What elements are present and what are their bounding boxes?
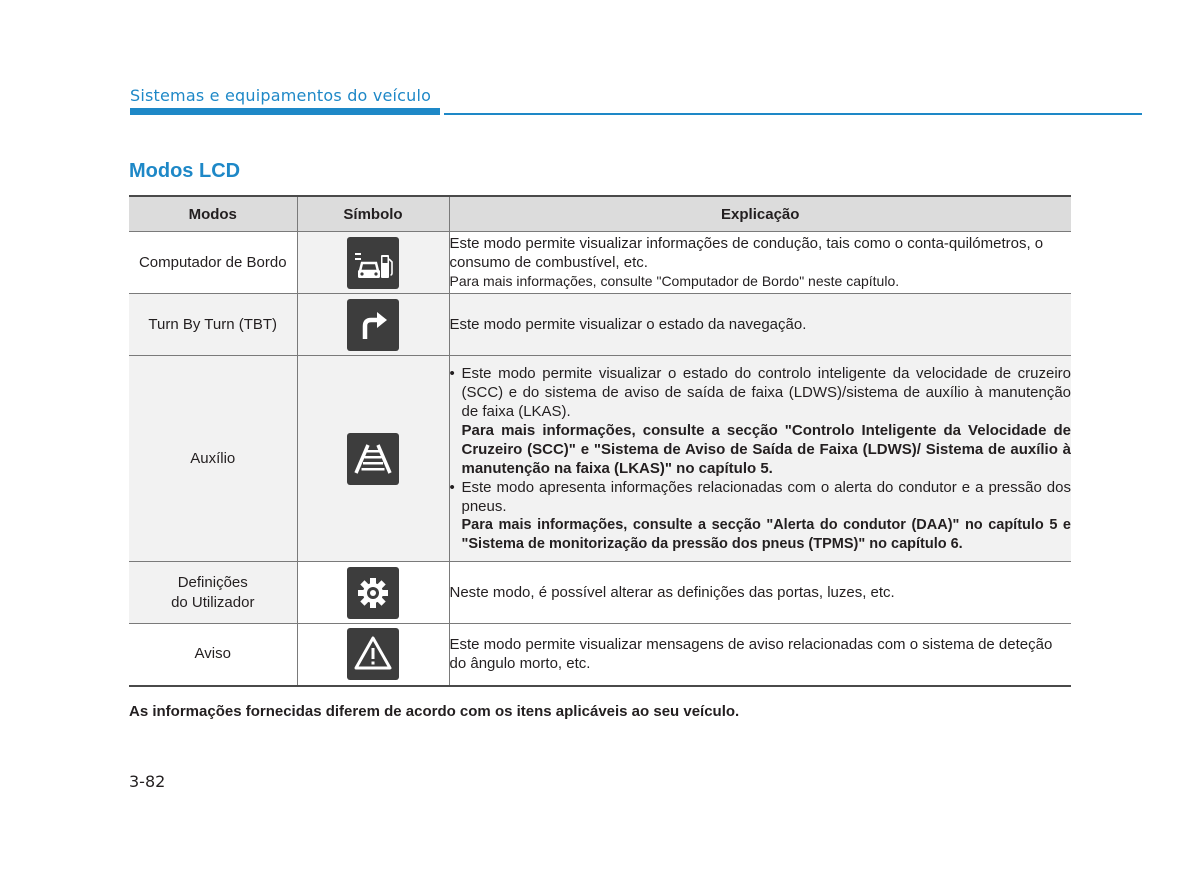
explanation-cell: Este modo permite visualizar mensagens de aviso relacionadas com o sistema de deteção do ângulo morto, etc. xyxy=(449,624,1071,686)
mode-cell: Aviso xyxy=(129,624,297,686)
section-header: Sistemas e equipamentos do veículo xyxy=(130,86,432,105)
explanation-cell xyxy=(449,232,1071,294)
symbol-cell xyxy=(297,294,449,356)
explanation-text: Este modo permite visualizar informações de condução, tais como o conta-quilómetros, o consumo de combustível, etc. xyxy=(449,235,1044,271)
column-header-modes: Modos xyxy=(129,196,297,232)
trip-computer-icon xyxy=(347,237,399,289)
explanation-cell xyxy=(449,356,1071,562)
mode-cell: Auxílio xyxy=(129,356,297,562)
mode-cell xyxy=(129,562,297,624)
header-rule-thick xyxy=(130,108,440,115)
page-title: Modos LCD xyxy=(129,160,241,182)
table-row xyxy=(129,562,1071,624)
lane-assist-icon xyxy=(347,433,399,485)
warning-triangle-icon xyxy=(347,628,399,680)
header-rule-thin xyxy=(444,113,1142,115)
table-row xyxy=(129,624,1071,686)
table-row xyxy=(129,232,1071,294)
explanation-cell: Este modo permite visualizar o estado da navegação. xyxy=(449,294,1071,356)
mode-cell: Computador de Bordo xyxy=(129,232,297,294)
table-row xyxy=(129,294,1071,356)
symbol-cell xyxy=(297,624,449,686)
explanation-reference: Para mais informações, consulte "Computador de Bordo" neste capítulo. xyxy=(449,273,900,289)
list-item: • Este modo permite visualizar o estado do controlo inteligente da velocidade de cruzeiro (SCC) e do sistema de aviso de saída de faixa (LDWS)/sistema de auxílio à manutenção de faixa (LKAS). xyxy=(449,364,1071,420)
column-header-explanation: Explicação xyxy=(449,196,1071,232)
turn-arrow-icon xyxy=(347,299,399,351)
mode-label-line: do Utilizador xyxy=(171,593,255,611)
bullet-text: Este modo permite visualizar o estado do controlo inteligente da velocidade de cruzeiro (SCC) e do sistema de aviso de saída de faixa (LDWS)/sistema de auxílio à manutenção de faixa (LKAS). xyxy=(461,364,1071,420)
page-number: 3-82 xyxy=(129,772,166,791)
column-header-symbol: Símbolo xyxy=(297,196,449,232)
footnote: As informações fornecidas diferem de acordo com os itens aplicáveis ao seu veículo. xyxy=(129,703,740,720)
explanation-cell: Neste modo, é possível alterar as definições das portas, luzes, etc. xyxy=(449,562,1071,624)
symbol-cell xyxy=(297,562,449,624)
gear-icon xyxy=(347,567,399,619)
bullet-reference: Para mais informações, consulte a secção "Controlo Inteligente da Velocidade de Cruzeiro (SCC)" e "Sistema de Aviso de Saída de Faixa (LDWS)/ Sistema de auxílio à manutenção na faixa (LKAS)" no capítulo 5. xyxy=(461,421,1071,477)
table-row xyxy=(129,356,1071,562)
mode-label-line: Definições xyxy=(177,573,248,591)
bullet-text: Este modo apresenta informações relacionadas com o alerta do condutor e a pressão dos pneus. xyxy=(461,478,1071,515)
table-header-row xyxy=(129,196,1071,232)
list-item: • Este modo apresenta informações relacionadas com o alerta do condutor e a pressão dos pneus. xyxy=(449,478,1071,515)
symbol-cell xyxy=(297,232,449,294)
symbol-cell xyxy=(297,356,449,562)
bullet-reference: Para mais informações, consulte a secção "Alerta do condutor (DAA)" no capítulo 5 e "Sistema de monitorização da pressão dos pneus (TPMS)" no capítulo 6. xyxy=(461,516,1071,552)
lcd-modes-table xyxy=(129,195,1071,687)
mode-cell: Turn By Turn (TBT) xyxy=(129,294,297,356)
